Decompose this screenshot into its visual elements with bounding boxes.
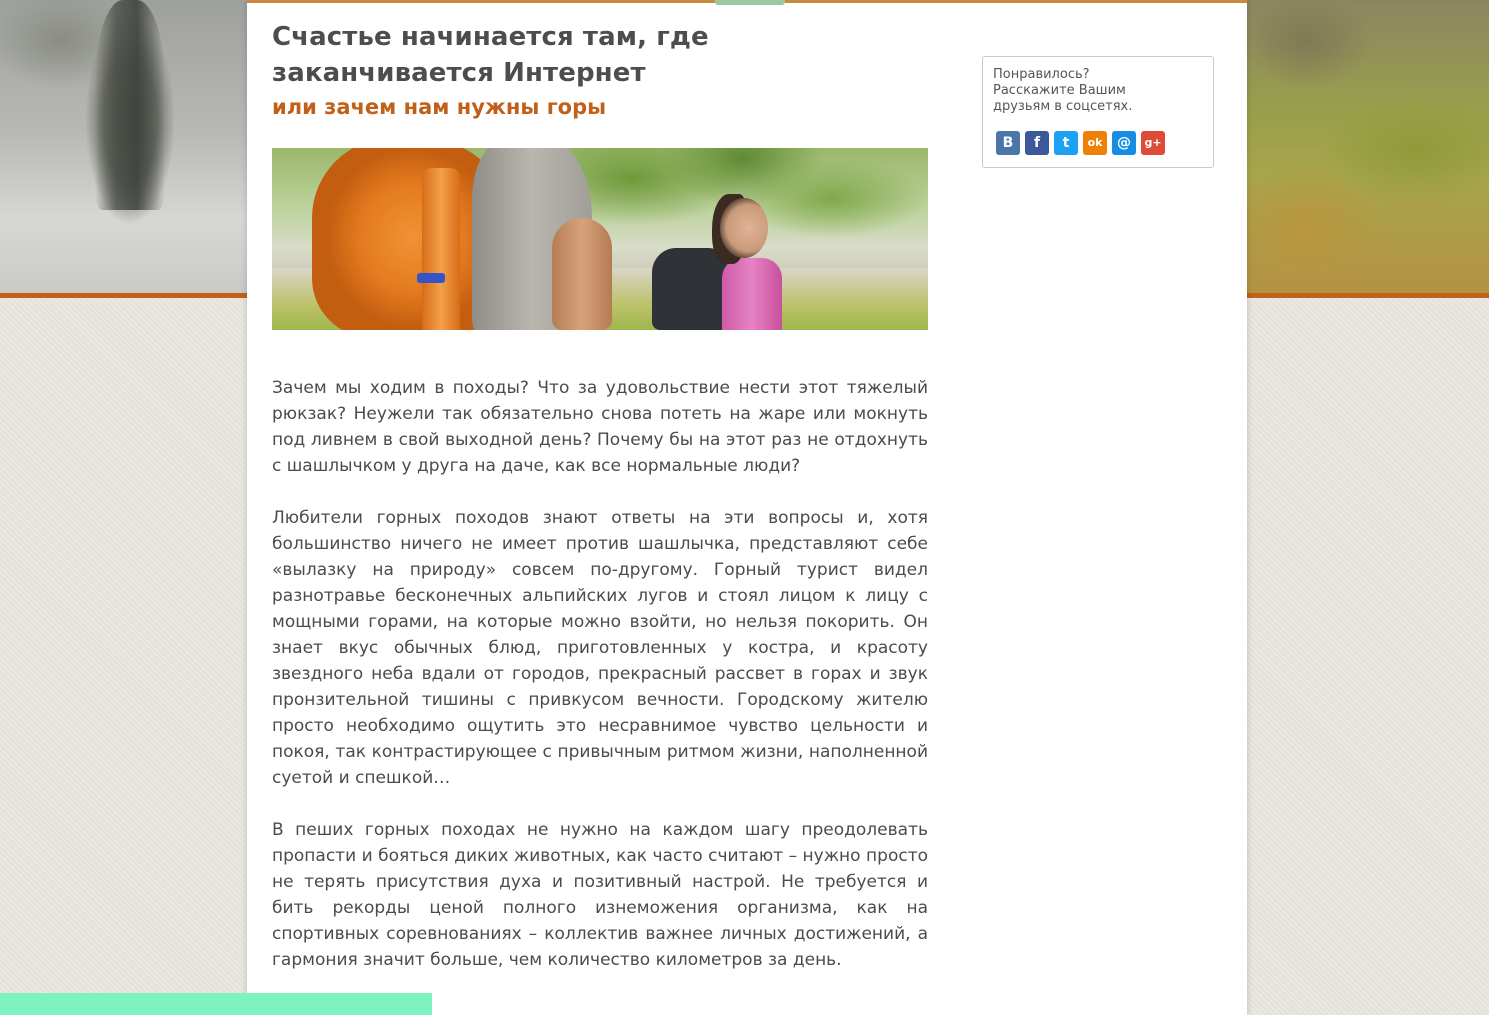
twitter-icon[interactable]: t [1054,131,1078,155]
share-widget [982,56,1214,168]
share-prompt: Понравилось? Расскажите Вашим друзьям в соцсетях. [993,67,1133,114]
hero-image [272,148,928,330]
article-paragraph-1: Зачем мы ходим в походы? Что за удовольствие нести этот тяжелый рюкзак? Неужели так обязательно снова потеть на жаре или мокнуть под ливнем в свой выходной день? Почему бы на этот раз не отдохнуть с шашлычком у друга на даче, как все нормальные люди? [272,378,928,476]
background-mountain-right [1247,0,1489,294]
facebook-icon[interactable]: f [1025,131,1049,155]
header-divider-right [1247,293,1489,298]
article-paragraph-2: Любители горных походов знают ответы на эти вопросы и, хотя большинство ничего не имеет против шашлычка, представляют себе «вылазку на природу» совсем по-другому. Горный турист видел разнотравье бесконечных альпийских лугов и стоял лицом к лицу с мощными горами, на которые можно взойти, но нельзя покорить. Он знает вкус обычных блюд, приготовленных у костра, и красоту звездного неба вдали от городов, прекрасный рассвет в горах и звук пронзительной тишины с привкусом вечности. Городскому жителю просто необходимо ощутить это несравнимое чувство цельности и покоя, так контрастирующее с привычным ритмом жизни, наполненной суетой и спешкой… [272,508,928,788]
mailru-icon[interactable]: @ [1112,131,1136,155]
article [272,19,928,999]
article-subtitle: или зачем нам нужны горы [272,95,607,119]
vk-icon[interactable]: B [996,131,1020,155]
share-buttons [996,131,1203,155]
top-tab-indicator [715,0,785,5]
header-divider-left [0,293,248,298]
googleplus-icon[interactable]: g+ [1141,131,1165,155]
odnoklassniki-icon[interactable]: ok [1083,131,1107,155]
article-title: Счастье начинается там, где заканчивается Интернет [272,22,709,88]
article-paragraph-3: В пеших горных походах не нужно на каждом шагу преодолевать пропасти и бояться диких животных, как часто считают – нужно просто не терять присутствия духа и позитивный настрой. Не требуется и бить рекорды ценой полного изнеможения организма, как на спортивных соревнованиях – коллектив важнее личных достижений, а гармония значит больше, чем количество километров за день. [272,820,928,970]
bottom-notification-bar[interactable] [0,993,432,1015]
article-body [272,375,928,973]
background-mountain-left [0,0,248,294]
content-column [247,0,1247,1015]
